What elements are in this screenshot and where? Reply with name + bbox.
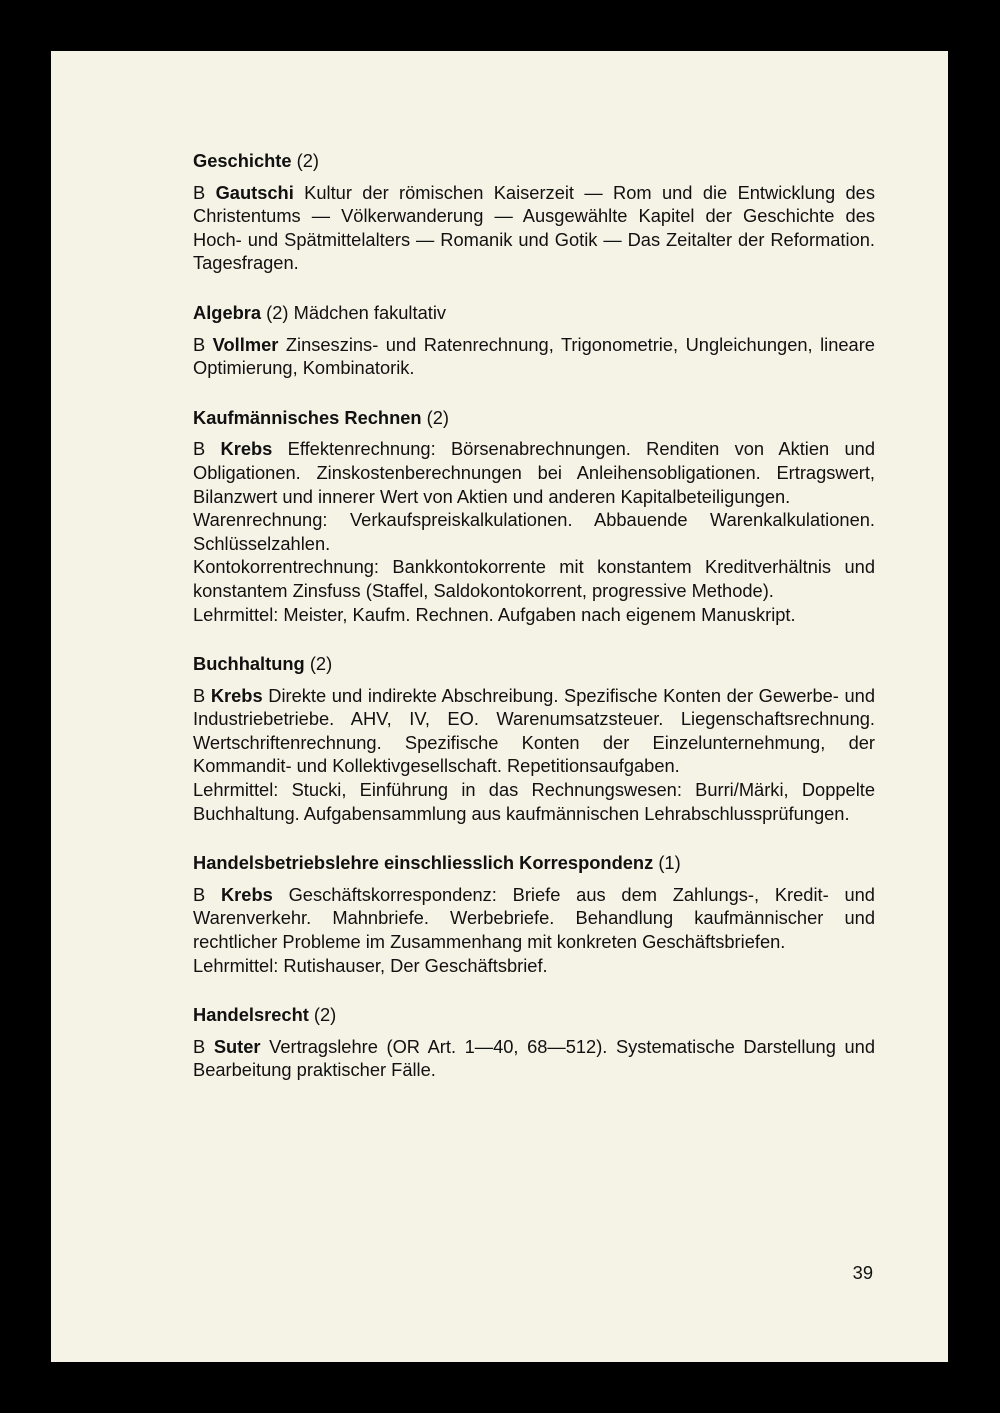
section-body [193,684,875,826]
section-title: Buchhaltung [193,653,305,675]
teacher-name: Vollmer [212,333,279,355]
section-hours: (2) Mädchen fakultativ [266,301,447,323]
teacher-name: Krebs [220,438,273,460]
section-prefix: B [193,181,206,203]
section-hours: (1) [658,852,681,874]
section-prefix: B [193,333,206,355]
section-body [193,181,875,275]
section-title: Kaufmännisches Rechnen [193,406,422,428]
section-text: Zinseszins- und Ratenrechnung, Trigonometrie, Ungleichungen, lineare Optimierung, Kombinatorik. [193,333,875,379]
section-title: Handelsbetriebslehre einschliesslich Korrespondenz [193,852,654,874]
section-text: Kultur der römischen Kaiserzeit — Rom und die Entwicklung des Christentums — Völkerwanderung — Ausgewählte Kapitel der Geschichte des Hoch- und Spätmittelalters — Romanik und Gotik — Das Zeitalter der Reformation. Tagesfragen. [193,181,875,274]
section-body [193,883,875,977]
section-paragraph: Lehrmittel: Stucki, Einführung in das Rechnungswesen: Burri/Märki, Doppelte Buchhaltung. Aufgabensammlung aus kaufmännischen Lehrabschlussprüfungen. [193,779,875,824]
section-prefix: B [193,684,206,706]
document-content [193,149,875,1108]
section-kaufmaennisches-rechnen [193,406,875,626]
section-text: Geschäftskorrespondenz: Briefe aus dem Zahlungs-, Kredit- und Warenverkehr. Mahnbriefe. Werbebriefe. Behandlung kaufmännischer und rechtlicher Probleme im Zusammenhang mit konkreten Geschäftsbriefen. [193,883,875,953]
teacher-name: Krebs [210,684,263,706]
section-body [193,333,875,380]
section-hours: (2) [313,1004,337,1026]
section-algebra [193,301,875,380]
section-title: Handelsrecht [193,1004,309,1026]
section-heading [193,1003,875,1027]
section-hours: (2) [296,150,319,171]
section-heading [193,851,875,875]
section-heading [193,406,875,430]
teacher-name: Gautschi [215,181,294,203]
section-prefix: B [193,438,206,460]
teacher-name: Krebs [220,883,273,905]
section-text: Effektenrechnung: Börsenabrechnungen. Renditen von Aktien und Obligationen. Zinskostenberechnungen bei Anleihensobligationen. Ertragswert, Bilanzwert und innerer Wert von Aktien und anderen Kapitalbeteiligungen. [193,438,875,507]
section-paragraph [193,437,875,508]
page-number: 39 [852,1262,873,1283]
section-hours: (2) [426,406,450,428]
section-paragraph: Lehrmittel: Meister, Kaufm. Rechnen. Aufgaben nach eigenem Manuskript. [193,603,796,625]
section-heading [193,652,875,676]
section-body [193,437,875,626]
section-paragraph: Warenrechnung: Verkaufspreiskalkulationen. Abbauende Warenkalkulationen. Schlüsselzahlen. [193,509,875,554]
section-heading [193,301,875,325]
section-paragraph [193,883,875,954]
section-handelsbetriebslehre [193,851,875,977]
section-prefix: B [193,883,206,905]
section-text: Vertragslehre (OR Art. 1—40, 68—512). Systematische Darstellung und Bearbeitung praktischer Fälle. [193,1035,875,1081]
section-paragraph: Kontokorrentrechnung: Bankkontokorrente mit konstantem Kreditverhältnis und konstantem Zinsfuss (Staffel, Saldokontokorrent, progressive Methode). [193,556,875,601]
section-body [193,1035,875,1082]
document-page [51,51,948,1362]
teacher-name: Suter [213,1035,261,1057]
section-hours: (2) [309,653,333,675]
section-geschichte [193,149,875,275]
section-handelsrecht [193,1003,875,1082]
section-heading [193,149,875,173]
section-paragraph [193,684,875,778]
section-text: Direkte und indirekte Abschreibung. Spezifische Konten der Gewerbe- und Industriebetriebe. AHV, IV, EO. Warenumsatzsteuer. Liegenschaftsrechnung. Wertschriftenrechnung. Spezifische Konten der Einzelunternehmung, der Kommandit- und Kollektivgesellschaft. Repetitionsaufgaben. [193,684,875,777]
section-prefix: B [193,1035,206,1057]
section-title: Algebra [193,301,262,323]
section-title: Geschichte [193,150,292,171]
section-buchhaltung [193,652,875,825]
section-paragraph: Lehrmittel: Rutishauser, Der Geschäftsbrief. [193,954,548,976]
